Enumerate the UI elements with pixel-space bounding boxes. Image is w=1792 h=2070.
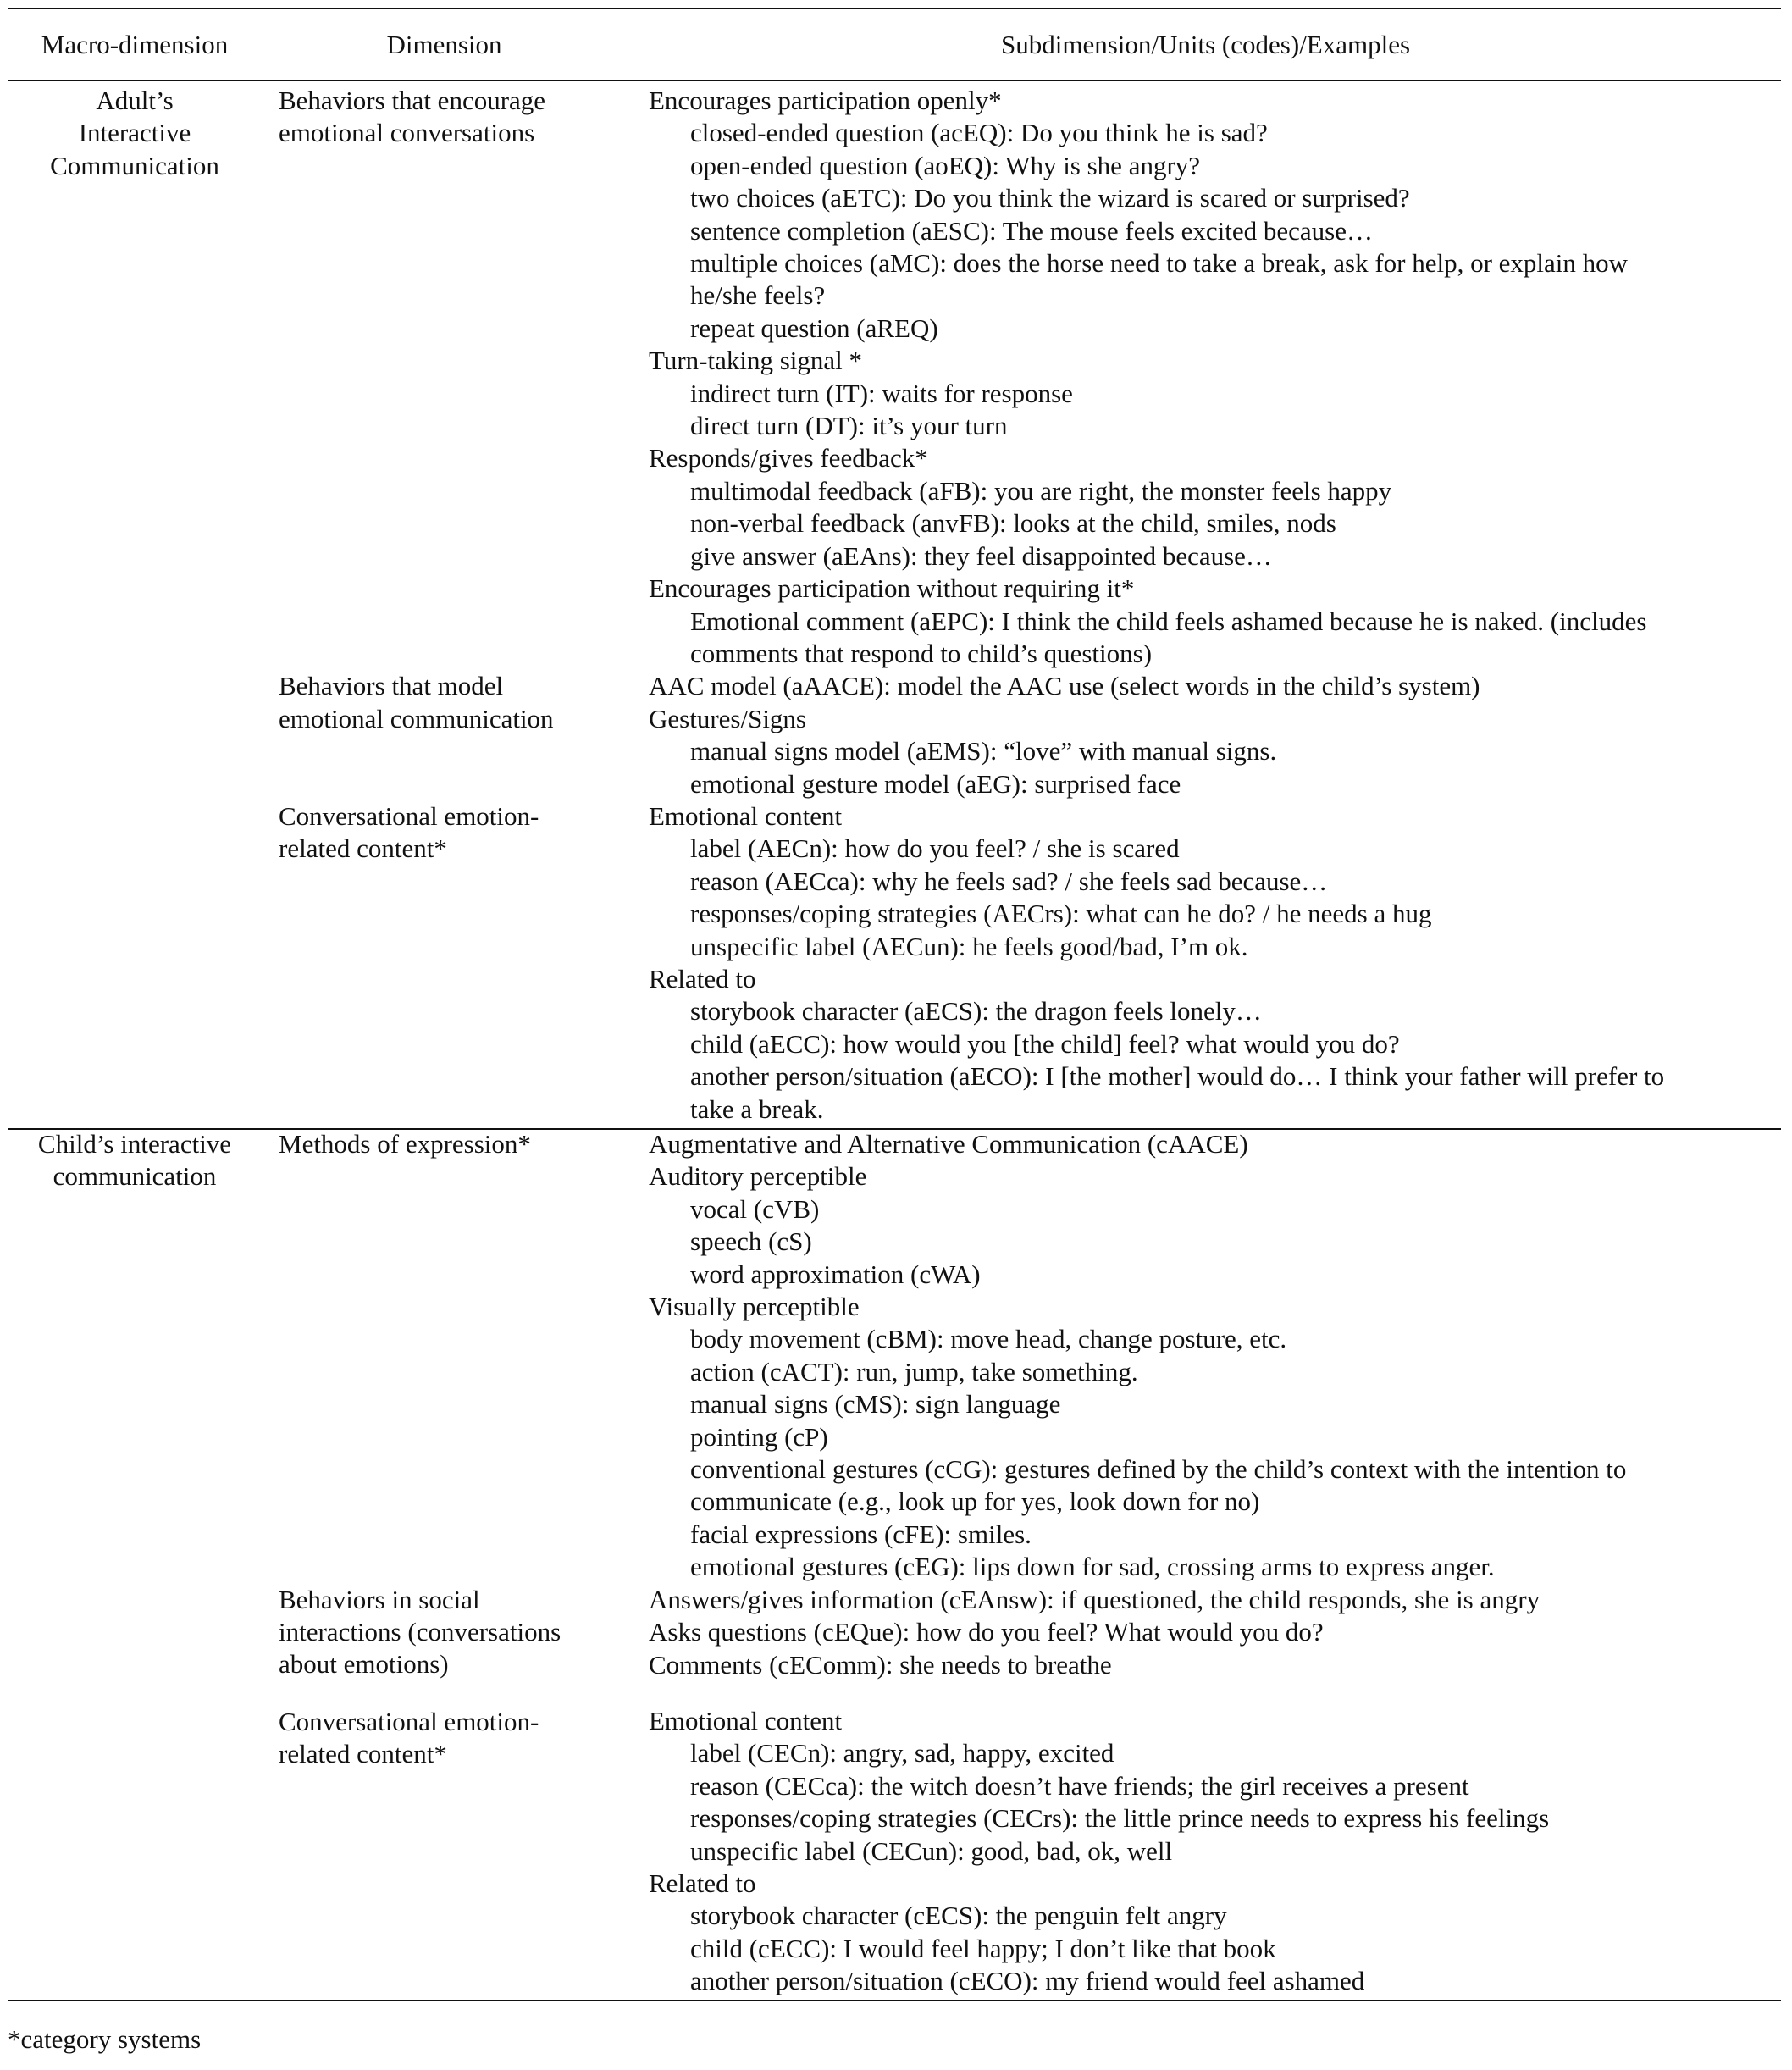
subcategory-item: speech (cS) (690, 1226, 812, 1257)
subcategory-item: another person/situation (aECO): I [the mother] would do… I think your father will prefer to (690, 1061, 1665, 1092)
subdimension-adult (649, 85, 1784, 1126)
dimension-line: about emotions) (279, 1649, 449, 1680)
subcategory-item: closed-ended question (acEQ): Do you think he is sad? (690, 118, 1268, 148)
category-heading: AAC model (aAACE): model the AAC use (select words in the child’s system) (649, 671, 1480, 701)
subcategory-item: reason (CECca): the witch doesn’t have friends; the girl receives a present (690, 1770, 1469, 1801)
table-top-rule (8, 8, 1781, 9)
dimension-line: emotional conversations (279, 118, 535, 148)
dimension-encourage (279, 85, 617, 150)
subcategory-item: he/she feels? (690, 280, 826, 311)
category-heading: Visually perceptible (649, 1292, 860, 1322)
category-heading: Gestures/Signs (649, 703, 806, 733)
subcategory-item: action (cACT): run, jump, take something. (690, 1356, 1138, 1386)
subcategory-item: give answer (aEAns): they feel disappointed because… (690, 540, 1272, 571)
subcategory-item: unspecific label (AECun): he feels good/bad, I’m ok. (690, 931, 1248, 961)
subcategory-item: emotional gesture model (aEG): surprised face (690, 768, 1181, 799)
subcategory-item: storybook character (cECS): the penguin felt angry (690, 1901, 1227, 1931)
category-heading: Emotional content (649, 1705, 843, 1735)
subcategory-item: child (cECC): I would feel happy; I don’t like that book (690, 1933, 1276, 1963)
dimension-content (279, 800, 617, 866)
header-macro-dimension: Macro-dimension (41, 30, 229, 59)
subcategory-item: pointing (cP) (690, 1421, 828, 1452)
subcategory-item: manual signs (cMS): sign language (690, 1389, 1061, 1420)
subcategory-item: label (AECn): how do you feel? / she is scared (690, 833, 1180, 864)
subcategory-item: responses/coping strategies (AECrs): what can he do? / he needs a hug (690, 899, 1432, 929)
category-heading: Answers/gives information (cEAnsw): if questioned, the child responds, she is angry (649, 1584, 1540, 1614)
dimension-social (279, 1584, 617, 1681)
subcategory-item: non-verbal feedback (anvFB): looks at the child, smiles, nods (690, 508, 1336, 539)
dimension-line: Behaviors that encourage (279, 86, 546, 115)
dimension-line: related content* (279, 833, 447, 864)
dimension-line: Conversational emotion- (279, 800, 539, 831)
category-heading: Turn-taking signal * (649, 346, 863, 376)
subcategory-item: sentence completion (aESC): The mouse feels excited because… (690, 215, 1373, 246)
subcategory-item: another person/situation (cECO): my friend would feel ashamed (690, 1966, 1365, 1996)
category-heading: Related to (649, 1868, 756, 1898)
subcategory-item: comments that respond to child’s questions) (690, 638, 1153, 668)
dimension-child-content (279, 1706, 617, 1771)
macro-line: Child’s interactive (37, 1129, 232, 1159)
row-gap (649, 1681, 1784, 1705)
subcategory-item: multimodal feedback (aFB): you are right, the monster feels happy (690, 475, 1392, 506)
subcategory-item: unspecific label (CECun): good, bad, ok, well (690, 1835, 1173, 1866)
subcategory-item: emotional gestures (cEG): lips down for sad, crossing arms to express anger. (690, 1552, 1495, 1582)
macro-line: Adult’s (96, 86, 174, 115)
subcategory-item: open-ended question (aoEQ): Why is she angry? (690, 150, 1201, 180)
macro-line: Communication (50, 150, 219, 180)
subcategory-item: communicate (e.g., look up for yes, look down for no) (690, 1486, 1260, 1517)
subdimension-child (649, 1128, 1784, 1998)
category-heading: Comments (cEComm): she needs to breathe (649, 1649, 1112, 1680)
dimension-line: Methods of expression* (279, 1129, 531, 1159)
category-heading: Augmentative and Alternative Communication (cAACE) (649, 1129, 1248, 1159)
header-dimension: Dimension (386, 30, 502, 59)
subcategory-item: body movement (cBM): move head, change posture, etc. (690, 1324, 1287, 1354)
dimension-line: emotional communication (279, 703, 554, 733)
dimension-line: Behaviors in social (279, 1584, 480, 1614)
header-subdimension: Subdimension/Units (codes)/Examples (1000, 30, 1411, 59)
dimension-line: interactions (conversations (279, 1617, 561, 1647)
category-heading: Auditory perceptible (649, 1161, 867, 1192)
macro-child (0, 1128, 269, 1193)
macro-adult (0, 85, 269, 182)
subcategory-item: repeat question (aREQ) (690, 313, 938, 343)
category-heading: Responds/gives feedback* (649, 443, 928, 473)
dimension-line: Behaviors that model (279, 671, 504, 701)
category-heading: Encourages participation openly* (649, 86, 1002, 115)
subcategory-item: storybook character (aECS): the dragon feels lonely… (690, 996, 1262, 1027)
category-heading: Encourages participation without requiring it* (649, 573, 1135, 604)
subcategory-item: responses/coping strategies (CECrs): the little prince needs to express his feelings (690, 1803, 1550, 1834)
category-heading: Emotional content (649, 800, 843, 831)
dimension-methods (279, 1128, 617, 1160)
dimension-line: related content* (279, 1739, 447, 1768)
dimension-model (279, 670, 617, 735)
subcategory-item: multiple choices (aMC): does the horse need to take a break, ask for help, or explain how (690, 248, 1629, 279)
subcategory-item: Emotional comment (aEPC): I think the child feels ashamed because he is naked. (includes (690, 606, 1647, 636)
dimension-line: Conversational emotion- (279, 1706, 539, 1736)
subcategory-item: word approximation (cWA) (690, 1259, 981, 1289)
subcategory-item: vocal (cVB) (690, 1193, 820, 1224)
subcategory-item: reason (AECca): why he feels sad? / she feels sad because… (690, 866, 1328, 896)
subcategory-item: take a break. (690, 1093, 824, 1124)
subcategory-item: conventional gestures (cCG): gestures defined by the child’s context with the intention to (690, 1454, 1627, 1485)
table-header-rule (8, 80, 1781, 81)
subcategory-item: child (aECC): how would you [the child] feel? what would you do? (690, 1028, 1400, 1059)
macro-line: Interactive (78, 118, 191, 148)
table-bottom-rule (8, 2000, 1781, 2001)
category-heading: Asks questions (cEQue): how do you feel? What would you do? (649, 1617, 1324, 1647)
subcategory-item: direct turn (DT): it’s your turn (690, 411, 1008, 441)
footnote: *category systems (8, 2024, 202, 2054)
subcategory-item: two choices (aETC): Do you think the wizard is scared or surprised? (690, 183, 1410, 213)
subcategory-item: indirect turn (IT): waits for response (690, 378, 1073, 408)
subcategory-item: label (CECn): angry, sad, happy, excited (690, 1738, 1114, 1768)
subcategory-item: manual signs model (aEMS): “love” with manual signs. (690, 736, 1277, 767)
subcategory-item: facial expressions (cFE): smiles. (690, 1519, 1032, 1549)
macro-line: communication (53, 1161, 217, 1192)
category-heading: Related to (649, 963, 756, 993)
